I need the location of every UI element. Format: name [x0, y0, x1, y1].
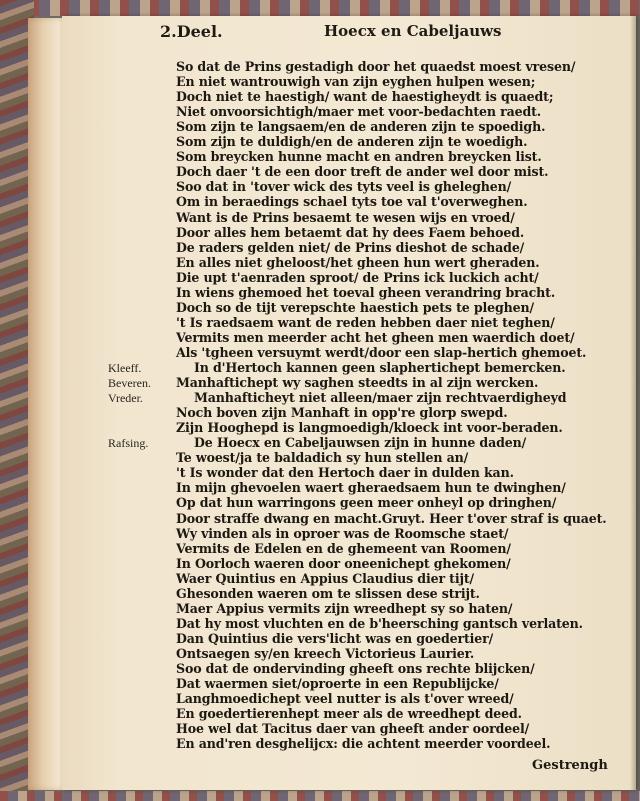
verse-line: Doch daer 't de een door treft de ander wel door mist. [176, 164, 549, 180]
verse-line: Waer Quintius en Appius Claudius dier tijt/ [176, 570, 474, 586]
verse-line: Langhmoedichept veel nutter is als t'over wreed/ [176, 691, 514, 707]
catchword: Gestrengh [532, 758, 608, 773]
marbled-cover-top [0, 0, 640, 16]
verse-line: En niet wantrouwigh van zijn eyghen hulpen wesen; [176, 74, 536, 90]
verse-line: Want is de Prins besaemt te wesen wijs en vroed/ [176, 209, 515, 225]
verse-line: Hoe wel dat Tacitus daer van gheeft ander oordeel/ [176, 721, 530, 737]
verse-line: Maer Appius vermits zijn wreedhept sy so haten/ [176, 600, 513, 616]
verse-line: En and'ren desghelijcx: die achtent meerder voordeel. [176, 736, 551, 752]
verse-line: De Hoecx en Cabeljauwsen zijn in hunne daden/ [194, 435, 527, 451]
margin-note: Vreder. [108, 391, 143, 406]
verse-line: 't Is raedsaem want de reden hebben daer niet teghen/ [176, 314, 555, 330]
verse-line: Soo dat in 'tover wick des tyts veel is gheleghen/ [176, 179, 512, 195]
verse-line: Te woest/ja te baldadich sy hun stellen an/ [176, 450, 469, 466]
verse-line: Die upt t'aenraden sproot/ de Prins ick luckich acht/ [176, 269, 539, 285]
verse-line: Doch so de tijt verepschte haestich pets te pleghen/ [176, 299, 534, 315]
verse-line: Som zijn te langsaem/en de anderen zijn te spoedigh. [176, 119, 546, 135]
book-page [62, 16, 636, 790]
verse-line: Door alles hem betaemt dat hy dees Faem behoed. [176, 224, 525, 240]
verse-line: So dat de Prins gestadigh door het quaedst moest vresen/ [176, 59, 576, 74]
verse-line: Vermits de Edelen en de ghemeent van Roomen/ [176, 540, 511, 556]
verse-line: En alles niet gheloost/het gheen hun wert gheraden. [176, 254, 540, 270]
verse-line: Manhaftichept wy saghen steedts in al zijn wercken. [176, 375, 539, 391]
verse-line: En goedertierenhept meer als de wreedhept deed. [176, 706, 522, 722]
margin-note: Rafsing. [108, 436, 149, 451]
verse-line: Manhafticheyt niet alleen/maer zijn rechtvaerdigheyd [194, 390, 567, 406]
page-edge-shadow [630, 16, 636, 790]
verse-line: Dat waermen siet/oproerte in een Republijcke/ [176, 676, 499, 692]
verse-line: Ghesonden waeren om te slissen dese strijt. [176, 585, 480, 601]
margin-note: Kleeff. [108, 361, 142, 375]
running-title: Hoecx en Cabeljauws [324, 22, 502, 40]
marbled-cover-bottom [0, 791, 640, 801]
verse-line: Som zijn te duldigh/en de anderen zijn te woedigh. [176, 134, 528, 150]
verse-line: Niet onvoorsichtigh/maer met voor-bedachten raedt. [176, 104, 542, 120]
verse-line: Dan Quintius die vers'licht was en goedertier/ [176, 630, 494, 646]
verse-line: Op dat hun warringons geen meer onheyl op dringhen/ [176, 495, 557, 511]
verse-line: Als 'tgheen versuymt werdt/door een slap-hertich ghemoet. [176, 344, 587, 360]
verse-line: Dat hy most vluchten en de b'heersching gantsch verlaten. [176, 615, 583, 631]
verse-line: Doch niet te haestigh/ want de haestigheydt is quaedt; [176, 89, 554, 105]
verse-line: Vermits men meerder acht het gheen men waerdich doet/ [176, 329, 575, 345]
verse-line: In Oorloch waeren door oneenichept ghekomen/ [176, 555, 511, 571]
verse-line: Zijn Hooghepd is langmoedigh/kloeck int voor-beraden. [176, 420, 563, 436]
verse-line: In d'Hertoch kannen geen slaphertichept bemercken. [194, 360, 566, 375]
verse-line: De raders gelden niet/ de Prins dieshot de schade/ [176, 239, 525, 255]
verse-line: Soo dat de ondervinding gheeft ons rechte blijcken/ [176, 661, 535, 676]
verse-line: Wy vinden als in oproer was de Roomsche staet/ [176, 525, 509, 541]
verse-line: Som breycken hunne macht en andren breycken list. [176, 149, 542, 165]
margin-note: Beveren. [108, 376, 151, 391]
part-number: 2.Deel. [160, 22, 223, 41]
verse-line: 't Is wonder dat den Hertoch daer in dulden kan. [176, 465, 514, 481]
verse-line: Door straffe dwang en macht.Gruyt. Heer t'over straf is quaet. [176, 510, 607, 526]
verse-line: Ontsaegen sy/en kreech Victorieus Laurier. [176, 645, 475, 661]
verse-line: Om in beraedings schael tyts toe val t'overweghen. [176, 194, 528, 210]
verse-line: Noch boven zijn Manhaft in opp're glorp swepd. [176, 405, 508, 421]
verse-line: In mijn ghevoelen waert gheraedsaem hun te dwinghen/ [176, 480, 566, 496]
verse-line: In wiens ghemoed het toeval gheen verandring bracht. [176, 284, 556, 300]
